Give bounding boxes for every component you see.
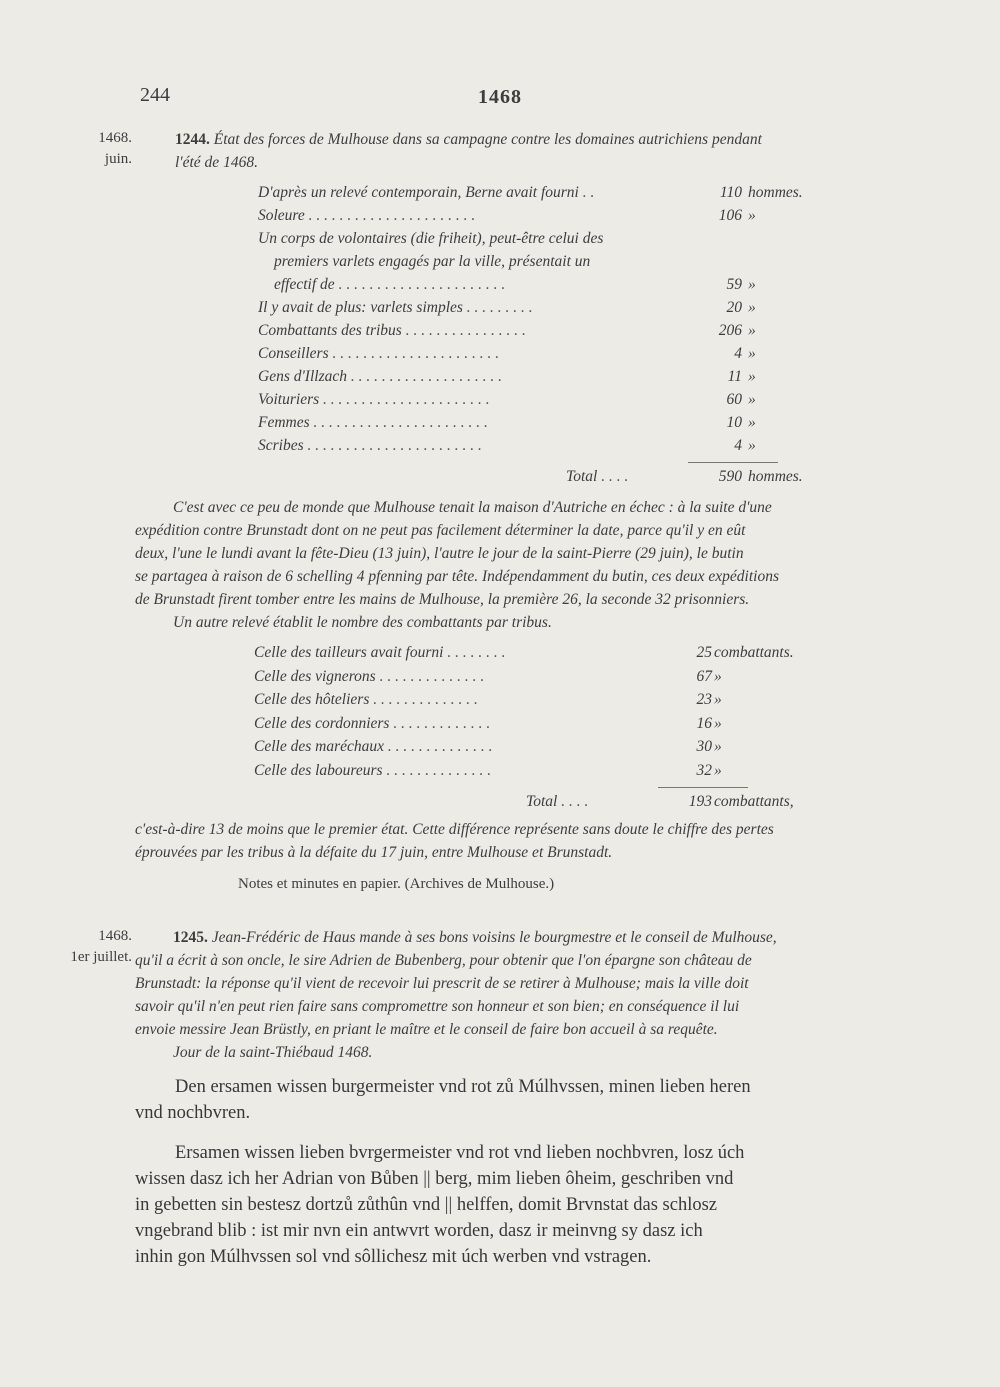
leader-dots: . . . . . . . . . . . . . . . . . . . . . . .	[309, 414, 488, 431]
row-value: 4	[734, 437, 742, 454]
row-value: 30	[696, 738, 712, 755]
summary-line: Brunstadt: la réponse qu'il vient de recevoir lui prescrit de se retirer à Mulhouse; mais la ville doit	[135, 975, 749, 992]
row-value: 32	[696, 761, 712, 779]
leader-dots: . . . . . . . . . . . . . .	[384, 738, 493, 755]
row-value: 60	[726, 391, 742, 408]
row-value: 4	[734, 345, 742, 362]
doc-1244-title	[175, 128, 762, 174]
row-unit: »	[714, 667, 722, 685]
row-value: 23	[696, 691, 712, 708]
total-unit: hommes.	[748, 468, 803, 485]
paragraph-line: Un autre relevé établit le nombre des combattants par tribus.	[173, 614, 552, 631]
row-unit: »	[714, 738, 722, 755]
row-unit: »	[748, 368, 756, 385]
row-unit: hommes.	[748, 184, 803, 201]
total-unit: combattants,	[714, 793, 794, 810]
margin-date-year: 1468.	[98, 928, 132, 944]
row-value: 106	[718, 207, 742, 224]
row-unit: »	[748, 322, 756, 339]
margin-date-month: juin.	[104, 151, 132, 167]
row-unit: »	[714, 691, 722, 708]
doc-1244-conclusion	[135, 818, 774, 864]
paragraph-line: deux, l'une le lundi avant la fête-Dieu (13 juin), l'autre le jour de la saint-Pierre (29 juin), le butin	[135, 545, 744, 562]
body-line: in gebetten sin bestesz dortzů zůthûn vnd || helffen, domit Brvnstat das schlosz	[135, 1195, 717, 1215]
row-value: 25	[696, 644, 712, 661]
paragraph-line: éprouvées par les tribus à la défaite du 17 juin, entre Mulhouse et Brunstadt.	[135, 844, 613, 861]
row-value: 20	[726, 299, 742, 316]
row-label: Celle des tailleurs avait fourni . . . . . . . .	[254, 644, 506, 661]
title-line: l'été de 1468.	[175, 154, 258, 171]
doc-number-1244: 1244.	[175, 131, 210, 148]
leader-dots: . . . . . . . . . . . . . . . . . . . . . .	[319, 391, 490, 408]
row-unit: »	[748, 414, 756, 431]
paragraph-line: de Brunstadt firent tomber entre les mains de Mulhouse, la première 26, la seconde 32 prisonniers.	[135, 591, 750, 608]
row-label: Il y avait de plus: varlets simples . . . . . . . . .	[258, 299, 533, 316]
leader-dots: . . . .	[557, 793, 589, 810]
address-line: vnd nochbvren.	[135, 1103, 251, 1123]
doc-number-1245: 1245.	[173, 929, 208, 946]
row-unit: »	[748, 207, 756, 224]
row-unit: »	[748, 345, 756, 362]
page-number: 244	[140, 84, 170, 106]
row-unit: combattants.	[714, 644, 794, 661]
row-label: Soleure . . . . . . . . . . . . . . . . . . . . . .	[258, 207, 476, 224]
row-label: Celle des laboureurs . . . . . . . . . . . . . .	[254, 761, 492, 779]
letter-address	[135, 1074, 751, 1126]
body-line: inhin gon Múlhvssen sol vnd sôllichesz mit úch werben vnd vstragen.	[135, 1247, 652, 1267]
doc-1245-summary	[135, 926, 777, 1064]
row-label: Un corps de volontaires (die friheit), peut-être celui des	[258, 230, 604, 247]
margin-date-year: 1468.	[98, 130, 132, 146]
row-label: Combattants des tribus . . . . . . . . . . . . . . . .	[258, 322, 526, 339]
sum-rule	[658, 787, 748, 788]
margin-date-day: 1er juillet.	[70, 949, 132, 965]
leader-dots: . . . . . . . . .	[462, 299, 533, 316]
row-unit: »	[714, 761, 722, 779]
summary-line: Jean-Frédéric de Haus mande à ses bons voisins le bourgmestre et le conseil de Mulhouse,	[211, 929, 777, 946]
row-value: 110	[719, 184, 742, 201]
summary-line: envoie messire Jean Brüstly, en priant le maître et le conseil de faire bon accueil à sa requête.	[135, 1021, 718, 1038]
leader-dots: . . . . . . . . . . . . . . . .	[401, 322, 526, 339]
row-label: Femmes . . . . . . . . . . . . . . . . . . . . . . .	[258, 414, 488, 431]
leader-dots: . . . . . . . . . . . . . . . . . . . .	[346, 368, 502, 385]
row-value: 67	[696, 667, 712, 685]
paragraph-line: expédition contre Brunstadt dont on ne peut pas facilement déterminer la date, parce qu'il y en eût	[135, 522, 746, 539]
total-label: Total . . . .	[566, 468, 629, 485]
row-label: Celle des vignerons . . . . . . . . . . . . . .	[254, 667, 485, 685]
row-label: Voituriers . . . . . . . . . . . . . . . . . . . . . .	[258, 391, 490, 408]
paragraph-line: se partagea à raison de 6 schelling 4 pfenning par tête. Indépendamment du butin, ces deux expéditions	[135, 568, 779, 585]
row-value: 206	[718, 322, 742, 339]
body-line: Ersamen wissen lieben bvrgermeister vnd rot vnd lieben nochbvren, losz úch	[175, 1143, 745, 1163]
leader-dots: . . . . . . . . . . . . .	[389, 714, 491, 732]
row-value: 11	[727, 368, 742, 385]
doc-1244-paragraph	[135, 496, 779, 634]
row-label: Celle des cordonniers . . . . . . . . . . . . .	[254, 714, 491, 732]
row-unit: »	[748, 391, 756, 408]
forces-table	[258, 184, 818, 484]
row-label: Gens d'Illzach . . . . . . . . . . . . . . . . . . . .	[258, 368, 502, 385]
row-label: Scribes . . . . . . . . . . . . . . . . . . . . . . .	[258, 437, 482, 454]
row-value: 16	[696, 714, 712, 732]
total-value: 590	[718, 468, 742, 485]
sum-rule	[688, 462, 778, 463]
row-unit: »	[748, 276, 756, 293]
margin-date-1245	[40, 926, 132, 968]
row-unit: »	[748, 437, 756, 454]
row-label: Celle des hôteliers . . . . . . . . . . . . . .	[254, 691, 478, 708]
leader-dots: . . . . . . . . . . . . . .	[369, 691, 478, 708]
leader-dots: . . . . . . . . . . . . . .	[382, 761, 492, 779]
row-value: 10	[726, 414, 742, 431]
leader-dots: . .	[578, 184, 595, 201]
row-unit: »	[714, 714, 722, 732]
row-label: Conseillers . . . . . . . . . . . . . . . . . . . . . .	[258, 345, 500, 362]
total-value: 193	[688, 793, 712, 810]
letter-body	[135, 1140, 744, 1270]
row-label: Celle des maréchaux . . . . . . . . . . . . . .	[254, 738, 493, 755]
row-unit: »	[748, 299, 756, 316]
paragraph-line: C'est avec ce peu de monde que Mulhouse tenait la maison d'Autriche en échec : à la suite d'une	[173, 499, 772, 516]
paragraph-line: c'est-à-dire 13 de moins que le premier état. Cette différence représente sans doute le chiffre des pertes	[135, 821, 774, 838]
address-line: Den ersamen wissen burgermeister vnd rot zů Múlhvssen, minen lieben heren	[175, 1077, 751, 1097]
leader-dots: . . . . . . . . . . . . . . . . . . . . . .	[328, 345, 500, 362]
source-note: Notes et minutes en papier. (Archives de Mulhouse.)	[238, 876, 555, 892]
body-line: wissen dasz ich her Adrian von Bůben || berg, mim lieben ôheim, geschriben vnd	[135, 1169, 734, 1189]
leader-dots: . . . . . . . . . . . . . . . . . . . . . .	[304, 207, 476, 224]
summary-line: qu'il a écrit à son oncle, le sire Adrien de Bubenberg, pour obtenir que l'on épargne son château de	[135, 952, 752, 969]
running-head-year: 1468	[478, 86, 522, 108]
margin-date-1244	[72, 128, 132, 170]
dating-line: Jour de la saint-Thiébaud 1468.	[173, 1044, 373, 1061]
leader-dots: . . . . . . . .	[443, 644, 506, 661]
leader-dots: . . . . . . . . . . . . . . . . . . . . . . .	[303, 437, 482, 454]
total-label: Total . . . .	[526, 793, 589, 810]
row-label: effectif de . . . . . . . . . . . . . . . . . . . . . .	[274, 276, 506, 293]
leader-dots: . . . . . . . . . . . . . .	[375, 667, 485, 685]
leader-dots: . . . .	[597, 468, 629, 485]
leader-dots: . . . . . . . . . . . . . . . . . . . . . .	[334, 276, 506, 293]
title-line: État des forces de Mulhouse dans sa campagne contre les domaines autrichiens pendant	[213, 131, 762, 148]
tribes-table	[254, 644, 814, 814]
row-label: D'après un relevé contemporain, Berne avait fourni . .	[258, 184, 595, 201]
row-label: premiers varlets engagés par la ville, présentait un	[274, 253, 591, 270]
body-line: vngebrand blib : ist mir nvn ein antwvrt worden, dasz ir meinvng sy dasz ich	[135, 1221, 703, 1241]
summary-line: savoir qu'il n'en peut rien faire sans compromettre son honneur et son bien; en conséquence il lui	[135, 998, 740, 1015]
row-value: 59	[726, 276, 742, 293]
